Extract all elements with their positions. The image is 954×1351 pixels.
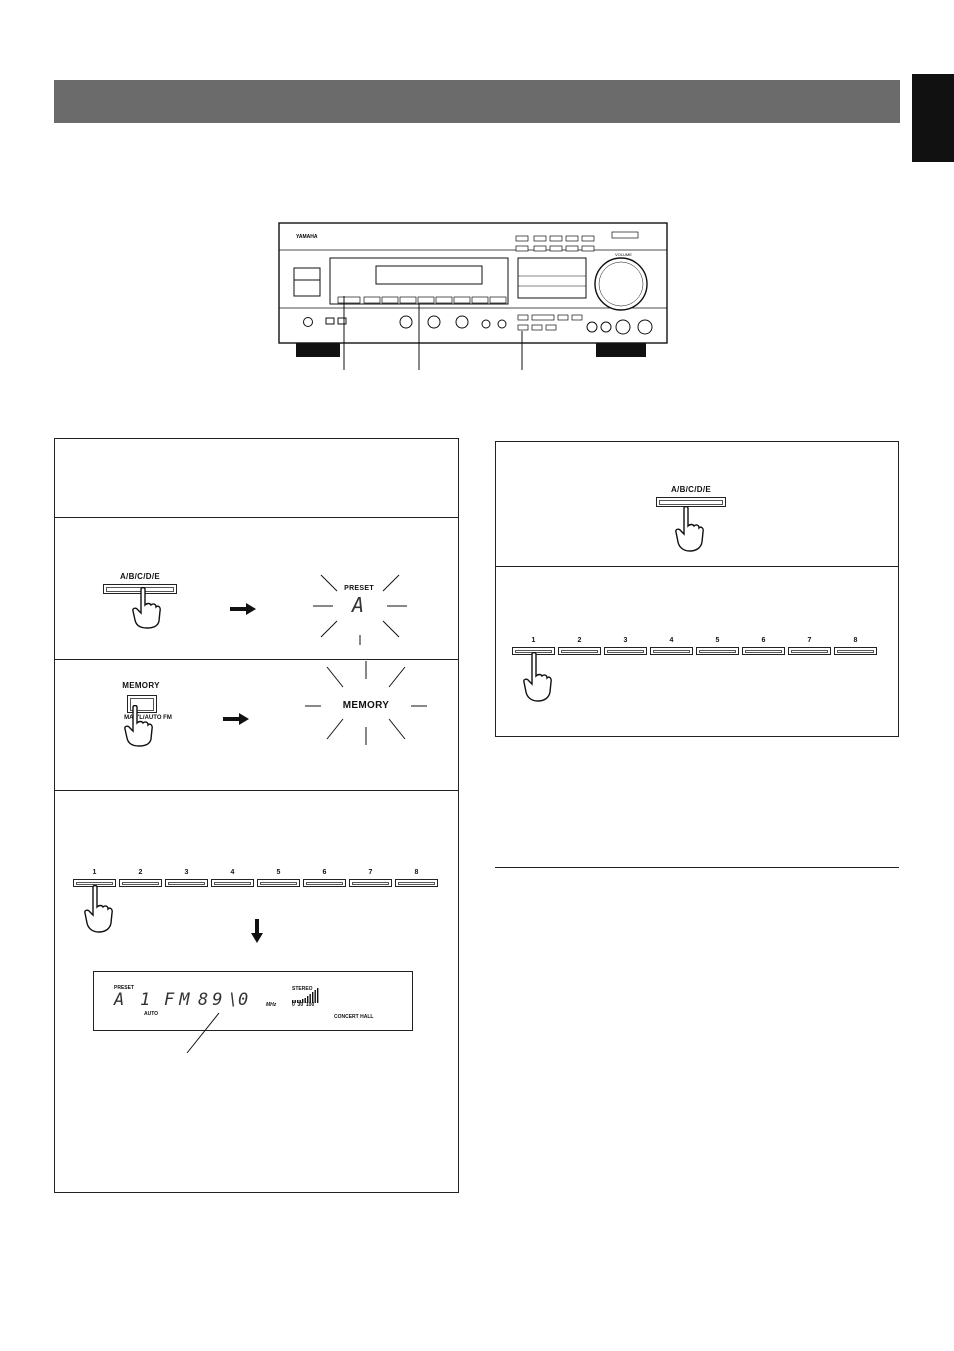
display-decimal-point: \: [228, 990, 239, 1010]
horizontal-rule: [495, 867, 899, 868]
preset-key-8[interactable]: [834, 647, 877, 655]
receiver-front-panel-illustration: [278, 222, 668, 370]
display-band: FM: [164, 990, 195, 1010]
preset-number: 2: [138, 869, 143, 876]
preset-key-2[interactable]: [558, 647, 601, 655]
callout-line: [185, 1013, 221, 1055]
display-preset-char: A: [114, 990, 125, 1010]
preset-number: 7: [807, 637, 812, 644]
pressing-finger-icon: [674, 506, 706, 552]
preset-number: 6: [322, 869, 327, 876]
display-frequency-decimal: 0: [238, 990, 249, 1010]
preset-key-7[interactable]: [788, 647, 831, 655]
display-auto: AUTO: [144, 1011, 159, 1017]
display-preset-word: PRESET: [114, 985, 135, 991]
preset-number: 4: [230, 869, 235, 876]
preset-number-labels: [73, 869, 438, 876]
display-meter-ticks: 0 30 100: [292, 1002, 315, 1008]
preset-display-label: PRESET: [344, 585, 374, 592]
abcde-button-group: [656, 485, 726, 507]
left-procedure-box: [54, 438, 459, 1193]
display-preset-num: 1: [140, 990, 151, 1010]
preset-number: 4: [669, 637, 674, 644]
preset-key-8[interactable]: [395, 879, 438, 887]
pressing-finger-icon: [522, 652, 554, 702]
preset-number: 6: [761, 637, 766, 644]
preset-number: 1: [531, 637, 536, 644]
display-frequency: 89: [198, 990, 227, 1010]
preset-number: 7: [368, 869, 373, 876]
display-unit: MHz: [266, 1002, 277, 1008]
preset-number-labels: [512, 637, 877, 644]
pressing-finger-icon: [83, 885, 115, 933]
memory-display-label: MEMORY: [327, 700, 405, 711]
preset-key-4[interactable]: [650, 647, 693, 655]
display-dsp-program: CONCERT HALL: [334, 1014, 374, 1020]
preset-key-7[interactable]: [349, 879, 392, 887]
preset-key-5[interactable]: [257, 879, 300, 887]
abcde-button-label: A/B/C/D/E: [119, 572, 161, 581]
preset-key-6[interactable]: [303, 879, 346, 887]
pressing-finger-icon: [123, 705, 155, 747]
preset-key-3[interactable]: [604, 647, 647, 655]
memory-sub-label: MAN'L/AUTO FM: [124, 715, 172, 721]
preset-number: 2: [577, 637, 582, 644]
preset-display-char: A: [351, 593, 365, 617]
right-procedure-box: [495, 441, 899, 737]
preset-number: 3: [623, 637, 628, 644]
abcde-button-label: A/B/C/D/E: [670, 485, 712, 494]
device-brand: YAMAHA: [296, 234, 318, 240]
arrow-right-icon: [223, 713, 249, 725]
preset-number: 5: [715, 637, 720, 644]
preset-key-2[interactable]: [119, 879, 162, 887]
language-side-tab: [912, 74, 954, 162]
section-header-bar: [54, 80, 900, 123]
preset-number: 3: [184, 869, 189, 876]
preset-number: 1: [92, 869, 97, 876]
fl-display-panel: [93, 971, 413, 1031]
memory-button-label: MEMORY: [122, 681, 160, 690]
preset-key-5[interactable]: [696, 647, 739, 655]
preset-key-6[interactable]: [742, 647, 785, 655]
preset-key-strip: [512, 647, 877, 655]
preset-number: 5: [276, 869, 281, 876]
display-stereo: STEREO: [292, 986, 313, 992]
preset-key-strip: [73, 879, 438, 887]
pressing-finger-icon: [131, 587, 163, 629]
preset-number: 8: [414, 869, 419, 876]
arrow-down-icon: [251, 919, 263, 943]
preset-key-4[interactable]: [211, 879, 254, 887]
preset-key-3[interactable]: [165, 879, 208, 887]
arrow-right-icon: [230, 603, 256, 615]
preset-number: 8: [853, 637, 858, 644]
volume-label: VOLUME: [615, 252, 632, 257]
